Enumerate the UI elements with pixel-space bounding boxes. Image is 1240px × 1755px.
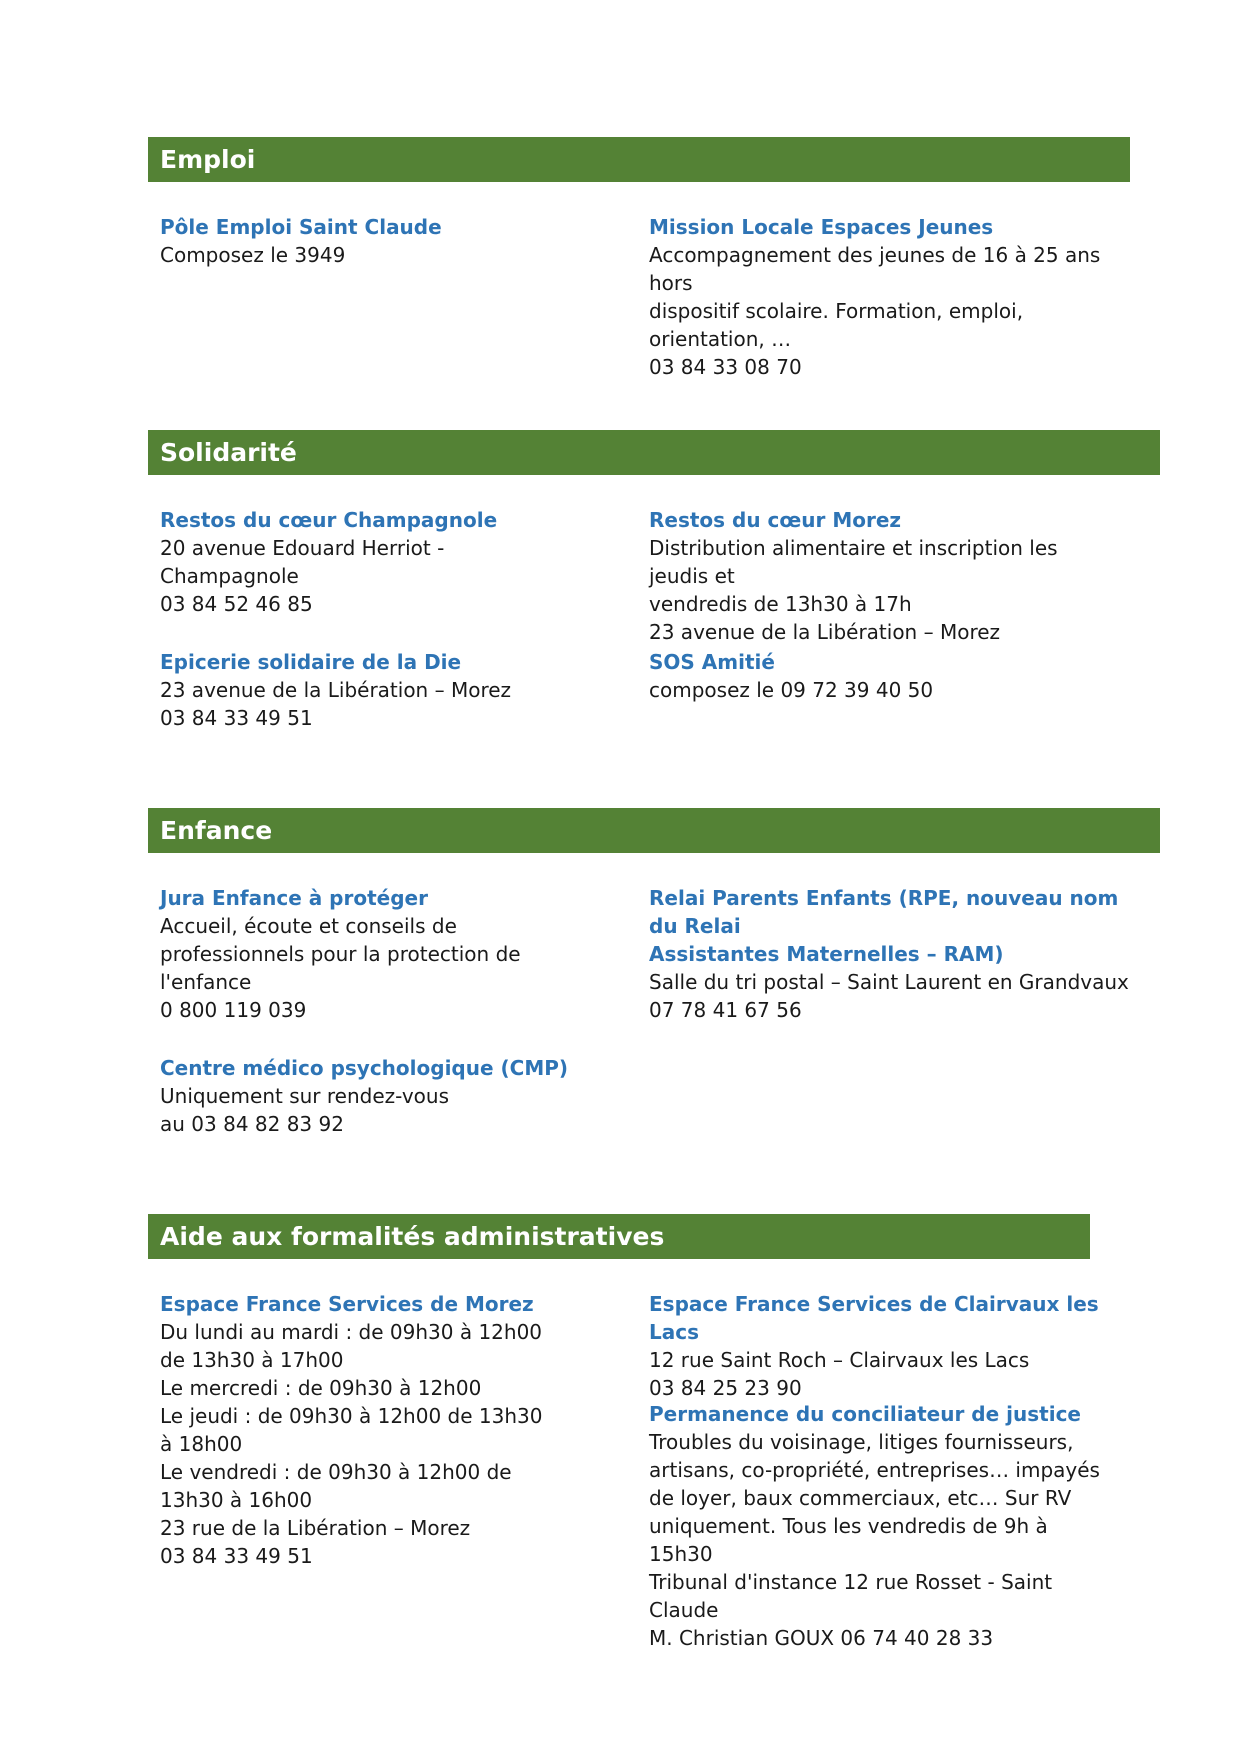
entry-line: vendredis de 13h30 à 17h — [649, 592, 912, 616]
entry-jura-enfance — [160, 884, 630, 1024]
entry-relai-parents — [649, 884, 1149, 1024]
entry-line: 23 avenue de la Libération – Morez — [649, 620, 1001, 644]
entry-line: Salle du tri postal – Saint Laurent en Grandvaux — [649, 970, 1129, 994]
section-header-solidarite — [148, 430, 1160, 475]
entry-line: 03 84 33 49 51 — [160, 706, 313, 730]
entry-line: 07 78 41 67 56 — [649, 998, 802, 1022]
entry-line: M. Christian GOUX 06 74 40 28 33 — [649, 1626, 994, 1650]
entry-line: 03 84 25 23 90 — [649, 1376, 802, 1400]
entry-line: Tribunal d'instance 12 rue Rosset - Saint — [649, 1570, 1053, 1594]
entry-line: Troubles du voisinage, litiges fournisseurs, — [649, 1430, 1074, 1454]
entry-title: Espace France Services de Clairvaux les Lacs — [649, 1292, 1099, 1344]
entry-line: 15h30 — [649, 1542, 713, 1566]
entry-line: professionnels pour la protection de — [160, 942, 521, 966]
entry-line: Accueil, écoute et conseils de — [160, 914, 457, 938]
entry-line: Le vendredi : de 09h30 à 12h00 de — [160, 1460, 512, 1484]
entry-france-services-clairvaux — [649, 1290, 1119, 1402]
entry-line: l'enfance — [160, 970, 252, 994]
entry-line: 13h30 à 16h00 — [160, 1488, 313, 1512]
entry-line: 23 rue de la Libération – Morez — [160, 1516, 471, 1540]
entry-line: uniquement. Tous les vendredis de 9h à — [649, 1514, 1048, 1538]
entry-restos-champagnole — [160, 506, 630, 618]
entry-line: 23 avenue de la Libération – Morez — [160, 678, 512, 702]
entry-line: composez le 09 72 39 40 50 — [649, 678, 934, 702]
entry-line: au 03 84 82 83 92 — [160, 1112, 344, 1136]
entry-title: Relai Parents Enfants (RPE, nouveau nom du Relai — [649, 886, 1119, 938]
section-heading: Solidarité — [160, 438, 297, 467]
entry-line: Accompagnement des jeunes de 16 à 25 ans hors — [649, 243, 1101, 295]
entry-line: de loyer, baux commerciaux, etc… Sur RV — [649, 1486, 1072, 1510]
entry-title: Assistantes Maternelles – RAM) — [649, 942, 1004, 966]
section-header-emploi — [148, 137, 1130, 182]
section-header-enfance — [148, 808, 1160, 853]
entry-line: Champagnole — [160, 564, 299, 588]
entry-line: dispositif scolaire. Formation, emploi, — [649, 299, 1024, 323]
entry-restos-morez — [649, 506, 1119, 646]
entry-title: Restos du cœur Champagnole — [160, 508, 498, 532]
entry-line: à 18h00 — [160, 1432, 243, 1456]
entry-title: Permanence du conciliateur de justice — [649, 1402, 1081, 1426]
entry-line: 20 avenue Edouard Herriot - — [160, 536, 445, 560]
entry-line: Claude — [649, 1598, 719, 1622]
entry-title: Centre médico psychologique (CMP) — [160, 1056, 569, 1080]
entry-title: SOS Amitié — [649, 650, 775, 674]
entry-pole-emploi — [160, 213, 630, 269]
section-header-aide — [148, 1214, 1090, 1259]
entry-cmp — [160, 1054, 630, 1138]
entry-epicerie-solidaire — [160, 648, 630, 732]
entry-line: 03 84 33 49 51 — [160, 1544, 313, 1568]
entry-line: 0 800 119 039 — [160, 998, 307, 1022]
entry-title: Mission Locale Espaces Jeunes — [649, 215, 994, 239]
entry-title: Espace France Services de Morez — [160, 1292, 534, 1316]
entry-title: Restos du cœur Morez — [649, 508, 902, 532]
entry-line: de 13h30 à 17h00 — [160, 1348, 344, 1372]
entry-line: Composez le 3949 — [160, 243, 346, 267]
entry-line: orientation, … — [649, 327, 792, 351]
section-heading: Aide aux formalités administratives — [160, 1222, 665, 1251]
entry-line: Distribution alimentaire et inscription les jeudis et — [649, 536, 1058, 588]
entry-france-services-morez — [160, 1290, 630, 1570]
entry-title: Pôle Emploi Saint Claude — [160, 215, 442, 239]
section-heading: Enfance — [160, 816, 273, 845]
entry-line: artisans, co-propriété, entreprises… impayés — [649, 1458, 1100, 1482]
entry-title: Epicerie solidaire de la Die — [160, 650, 462, 674]
entry-line: 03 84 52 46 85 — [160, 592, 313, 616]
entry-line: Du lundi au mardi : de 09h30 à 12h00 — [160, 1320, 543, 1344]
entry-line: 12 rue Saint Roch – Clairvaux les Lacs — [649, 1348, 1030, 1372]
entry-line: Le jeudi : de 09h30 à 12h00 de 13h30 — [160, 1404, 543, 1428]
entry-line: Uniquement sur rendez-vous — [160, 1084, 449, 1108]
entry-conciliateur-justice — [649, 1400, 1119, 1652]
entry-title: Jura Enfance à protéger — [160, 886, 428, 910]
entry-mission-locale — [649, 213, 1119, 381]
entry-sos-amitie — [649, 648, 1119, 704]
section-heading: Emploi — [160, 145, 256, 174]
entry-line: 03 84 33 08 70 — [649, 355, 802, 379]
entry-line: Le mercredi : de 09h30 à 12h00 — [160, 1376, 482, 1400]
